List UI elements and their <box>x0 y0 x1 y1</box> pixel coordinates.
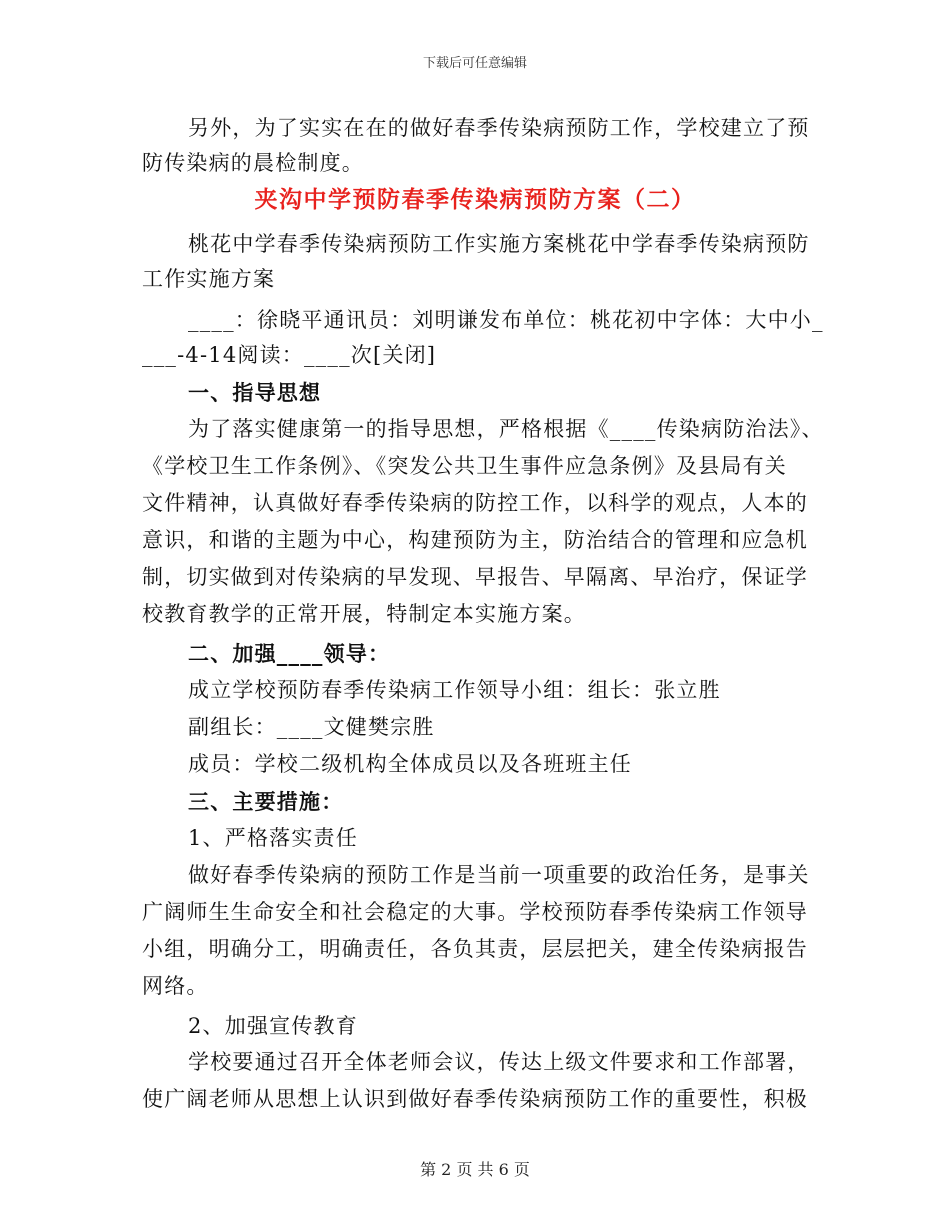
section2-line: 成立学校预防春季传染病工作领导小组：组长：张立胜 <box>188 678 721 702</box>
meta-line-1: 桃花中学春季传染病预防工作实施方案桃花中学春季传染病预防 <box>188 232 810 256</box>
section-heading-main-measures: 三、主要措施： <box>188 789 344 814</box>
section3-line: 网络。 <box>142 974 209 998</box>
section2-line: 成员：学校二级机构全体成员以及各班班主任 <box>188 752 632 776</box>
section3-line: 小组，明确分工，明确责任，各负其责，层层把关，建全传染病报告 <box>142 937 808 961</box>
section2-line: 副组长：____文健樊宗胜 <box>188 715 435 739</box>
meta-line-3: ____：徐晓平通讯员：刘明谦发布单位：桃花初中字体：大中小_ <box>188 308 824 332</box>
section-heading-leadership: 二、加强____领导： <box>188 641 391 666</box>
section1-line: 制，切实做到对传染病的早发现、早报告、早隔离、早治疗，保证学 <box>142 565 808 589</box>
section1-line: 《学校卫生工作条例》、《突发公共卫生事件应急条例》及县局有关 <box>142 454 787 478</box>
document-title: 夹沟中学预防春季传染病预防方案（二） <box>254 186 696 213</box>
intro-line-2: 防传染病的晨检制度。 <box>142 151 364 175</box>
section3-line: 使广阔老师从思想上认识到做好春季传染病预防工作的重要性，积极 <box>142 1087 808 1111</box>
subheading-responsibility: 1、严格落实责任 <box>188 826 358 850</box>
meta-line-2: 工作实施方案 <box>142 267 276 291</box>
header-note: 下载后可任意编辑 <box>422 56 527 71</box>
section1-line: 校教育教学的正常开展，特制定本实施方案。 <box>142 602 586 626</box>
section1-line: 意识，和谐的主题为中心，构建预防为主，防治结合的管理和应急机 <box>142 528 808 552</box>
section1-line: 文件精神，认真做好春季传染病的防控工作，以科学的观点，人本的 <box>142 491 808 515</box>
section3-line: 做好春季传染病的预防工作是当前一项重要的政治任务，是事关 <box>188 863 810 887</box>
section1-line: 为了落实健康第一的指导思想，严格根据《____传染病防治法》、 <box>188 417 824 441</box>
meta-line-4: ___-4-14阅读：____次[关闭] <box>142 343 437 367</box>
section-heading-guiding-ideology: 一、指导思想 <box>188 380 322 405</box>
intro-line-1: 另外，为了实实在在的做好春季传染病预防工作，学校建立了预 <box>188 116 810 140</box>
page-number: 第 2 页 共 6 页 <box>420 1160 530 1179</box>
section3-line: 广阔师生生命安全和社会稳定的大事。学校预防春季传染病工作领导 <box>142 900 808 924</box>
section3-line: 学校要通过召开全体老师会议，传达上级文件要求和工作部署， <box>188 1050 810 1074</box>
subheading-publicity: 2、加强宣传教育 <box>188 1014 358 1038</box>
